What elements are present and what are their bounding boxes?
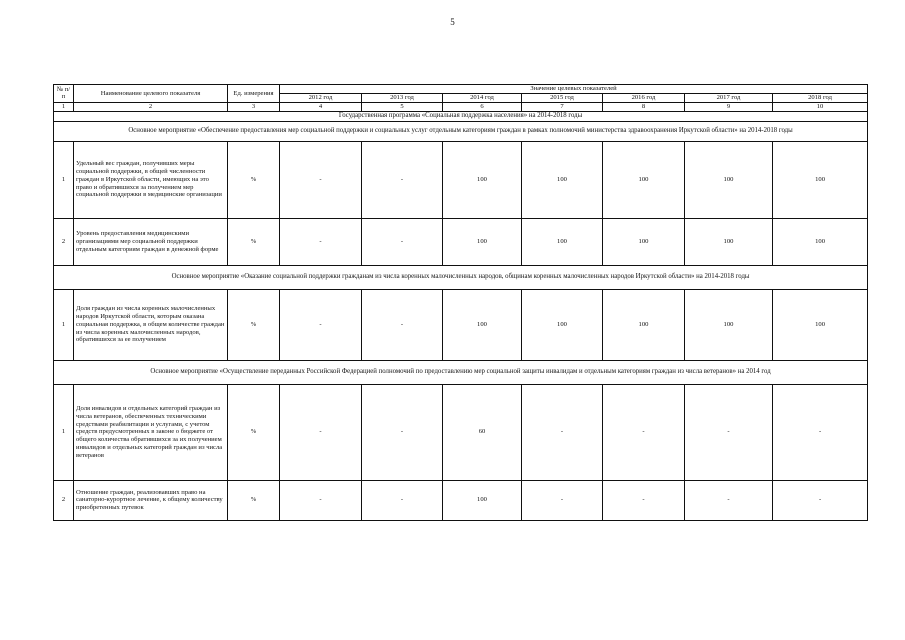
col-number: 7 [522, 102, 603, 111]
header-year: 2016 год [603, 93, 685, 102]
unit-cell: % [228, 141, 280, 218]
section-title: Основное мероприятие «Обеспечение предоставления мер социальной поддержки и социальных услуг отдельным категориям граждан в рамках полномочий министерства здравоохранения Иркутской области» на 2014-2018 годы [54, 121, 868, 141]
col-number: 8 [603, 102, 685, 111]
value-cell: - [362, 218, 443, 265]
indicator-name: Удельный вес граждан, получивших меры социальной поддержки, в общей численности граждан в Иркутской области, имеющих на это право и обратившихся за получением мер социальной поддержки в медицинские организации [74, 141, 228, 218]
value-cell: 100 [522, 141, 603, 218]
unit-cell: % [228, 218, 280, 265]
header-name: Наименование целевого показателя [74, 85, 228, 103]
value-cell: - [280, 218, 362, 265]
value-cell: - [280, 289, 362, 360]
col-number: 1 [54, 102, 74, 111]
value-cell: 100 [522, 218, 603, 265]
value-cell: - [280, 141, 362, 218]
col-number: 6 [443, 102, 522, 111]
value-cell: - [522, 384, 603, 480]
unit-cell: % [228, 289, 280, 360]
header-year: 2013 год [362, 93, 443, 102]
value-cell: 100 [603, 289, 685, 360]
value-cell: 100 [443, 289, 522, 360]
value-cell: 100 [773, 141, 868, 218]
program-title: Государственная программа «Социальная поддержка населения» на 2014-2018 годы [54, 111, 868, 121]
unit-cell: % [228, 384, 280, 480]
col-number: 9 [685, 102, 773, 111]
value-cell: 100 [685, 289, 773, 360]
value-cell: - [685, 480, 773, 520]
value-cell: - [280, 480, 362, 520]
row-num: 1 [54, 141, 74, 218]
row-num: 1 [54, 384, 74, 480]
value-cell: 100 [443, 141, 522, 218]
value-cell: 100 [773, 289, 868, 360]
value-cell: - [603, 384, 685, 480]
header-year: 2012 год [280, 93, 362, 102]
col-number: 3 [228, 102, 280, 111]
value-cell: - [773, 384, 868, 480]
col-number: 4 [280, 102, 362, 111]
row-num: 2 [54, 480, 74, 520]
page-number: 5 [450, 17, 455, 27]
value-cell: 100 [603, 218, 685, 265]
indicator-name: Доля граждан из числа коренных малочисленных народов Иркутской области, которым оказана социальная поддержка, в общем количестве граждан из числа коренных малочисленных народов, обратившихся за ее получением [74, 289, 228, 360]
value-cell: 100 [773, 218, 868, 265]
value-cell: 100 [522, 289, 603, 360]
value-cell: 100 [685, 141, 773, 218]
header-year: 2015 год [522, 93, 603, 102]
value-cell: - [362, 384, 443, 480]
value-cell: - [685, 384, 773, 480]
value-cell: 100 [685, 218, 773, 265]
header-values-group: Значение целевых показателей [280, 85, 868, 94]
col-number: 10 [773, 102, 868, 111]
value-cell: - [362, 141, 443, 218]
unit-cell: % [228, 480, 280, 520]
row-num: 1 [54, 289, 74, 360]
section-title: Основное мероприятие «Оказание социальной поддержки гражданам из числа коренных малочисленных народов, общинам коренных малочисленных народов Иркутской области» на 2014-2018 годы [54, 265, 868, 289]
indicator-name: Уровень предоставления медицинскими организациями мер социальной поддержки отдельным категориям граждан в денежной форме [74, 218, 228, 265]
value-cell: - [773, 480, 868, 520]
value-cell: - [280, 384, 362, 480]
header-unit: Ед. измерения [228, 85, 280, 103]
header-year: 2017 год [685, 93, 773, 102]
header-year: 2018 год [773, 93, 868, 102]
header-year: 2014 год [443, 93, 522, 102]
indicator-name: Доля инвалидов и отдельных категорий граждан из числа ветеранов, обеспеченных техническими средствами реабилитации и услугами, с учетом средств предусмотренных в законе о бюджете от общего количества обратившихся за их получением инвалидов и отдельных категорий граждан из числа ветеранов [74, 384, 228, 480]
row-num: 2 [54, 218, 74, 265]
value-cell: 60 [443, 384, 522, 480]
indicator-name: Отношение граждан, реализовавших право на санаторно-курортное лечение, к общему количеству приобретенных путевок [74, 480, 228, 520]
col-number: 5 [362, 102, 443, 111]
indicators-table [53, 84, 868, 521]
section-title: Основное мероприятие «Осуществление переданных Российской Федерацией полномочий по предоставлению мер социальной защиты инвалидам и отдельным категориям граждан из числа ветеранов» на 2014 год [54, 360, 868, 384]
value-cell: 100 [443, 480, 522, 520]
col-number: 2 [74, 102, 228, 111]
value-cell: - [362, 289, 443, 360]
value-cell: - [522, 480, 603, 520]
value-cell: - [362, 480, 443, 520]
value-cell: 100 [443, 218, 522, 265]
header-num: № п/п [54, 85, 74, 103]
value-cell: - [603, 480, 685, 520]
value-cell: 100 [603, 141, 685, 218]
